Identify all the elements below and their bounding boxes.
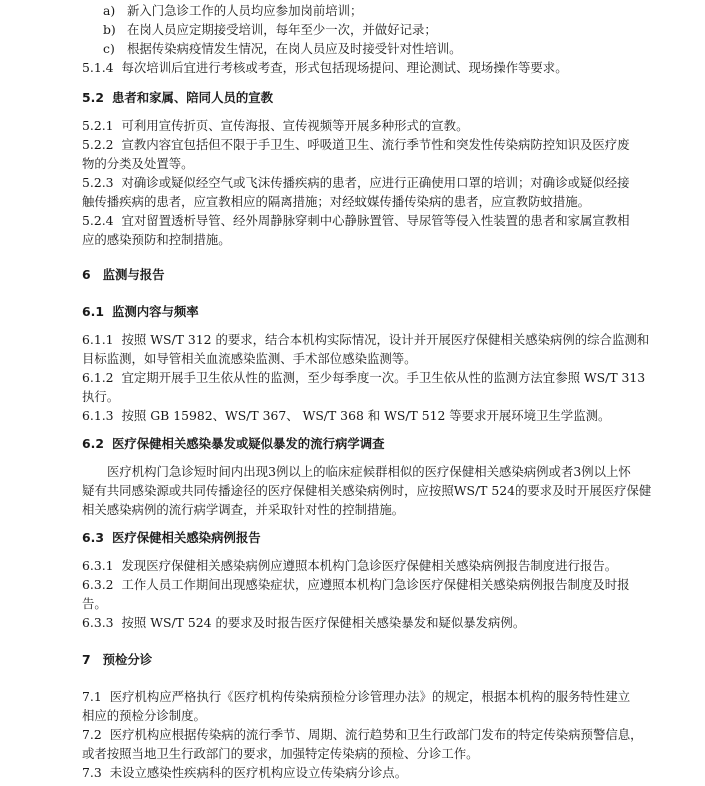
clause-number: 5.1.4 [82,60,114,75]
section-number: 5.2 [82,90,104,105]
clause-number: 6.1.2 [82,370,114,385]
section-heading-5-2 [82,89,665,107]
clause-5-2-1 [82,117,665,135]
list-item-c [103,40,665,58]
section-heading-6-1 [82,303,665,321]
clause-text: 发现医疗保健相关感染病例应遵照本机构门急诊医疗保健相关感染病例报告制度进行报告。 [121,558,618,573]
section-title: 医疗保健相关感染病例报告 [111,530,261,545]
clause-6-1-1-cont: 目标监测，如导管相关血流感染监测、手术部位感染监测等。 [82,351,417,366]
clause-7-1-cont: 相应的预检分诊制度。 [82,708,206,723]
section-heading-6 [82,266,665,284]
section-number: 6.1 [82,304,104,319]
clause-6-3-3 [82,614,665,632]
clause-text: 对确诊或疑似经空气或飞沫传播疾病的患者，应进行正确使用口罩的培训；对确诊或疑似经接 [121,175,630,190]
section-title: 医疗保健相关感染暴发或疑似暴发的流行病学调查 [111,436,385,451]
list-item-a [103,2,665,20]
clause-6-1-3 [82,407,665,425]
clause-5-2-2 [82,136,665,154]
clause-5-2-4-cont: 应的感染预防和控制措施。 [82,232,231,247]
clause-5-2-3 [82,174,665,192]
clause-7-2-cont: 或者按照当地卫生行政部门的要求，加强特定传染病的预检、分诊工作。 [82,746,479,761]
clause-text: 每次培训后宜进行考核或考查，形式包括现场提问、理论测试、现场操作等要求。 [121,60,568,75]
clause-text: 工作人员工作期间出现感染症状，应遵照本机构门急诊医疗保健相关感染病例报告制度及时报 [121,577,630,592]
clause-number: 6.3.3 [82,615,114,630]
clause-number: 6.3.2 [82,577,114,592]
clause-text: 宜对留置透析导管、经外周静脉穿刺中心静脉置管、导尿管等侵入性装置的患者和家属宣教相 [121,213,630,228]
clause-text: 医疗机构应严格执行《医疗机构传染病预检分诊管理办法》的规定，根据本机构的服务特性建立 [109,689,631,704]
clause-text: 按照 WS/T 524 的要求及时报告医疗保健相关感染暴发和疑似暴发病例。 [121,615,526,630]
clause-7-3 [82,764,665,782]
list-text: 在岗人员应定期接受培训，每年至少一次，并做好记录； [127,22,437,37]
section-number: 6.3 [82,530,104,545]
section-heading-6-2 [82,435,665,453]
list-label: a) [103,3,116,18]
clause-7-1 [82,688,665,706]
section-title: 监测内容与频率 [111,304,199,319]
clause-6-1-1 [82,331,665,349]
clause-6-1-2 [82,369,665,387]
list-text: 新入门急诊工作的人员均应参加岗前培训； [127,3,363,18]
list-text: 根据传染病疫情发生情况，在岗人员应及时接受针对性培训。 [127,41,462,56]
list-item-b [103,21,665,39]
clause-5-2-2-cont: 物的分类及处置等。 [82,156,194,171]
clause-text: 可利用宣传折页、宣传海报、宣传视频等开展多种形式的宣教。 [121,118,469,133]
section-number: 6.2 [82,436,104,451]
clause-number: 7.2 [82,727,102,742]
section-number: 6 [82,267,91,282]
clause-5-2-3-cont: 触传播疾病的患者，应宣教相应的隔离措施；对经蚊媒传播传染病的患者，应宣教防蚊措施。 [82,194,591,209]
clause-6-3-2-cont: 告。 [82,596,107,611]
clause-5-1-4 [82,59,665,77]
clause-6-1-2-cont: 执行。 [82,389,120,404]
clause-text: 医疗机构应根据传染病的流行季节、周期、流行趋势和卫生行政部门发布的特定传染病预警信息， [109,727,643,742]
clause-text: 宜定期开展手卫生依从性的监测，至少每季度一次。手卫生依从性的监测方法宜参照 WS/T 313 [121,370,646,385]
clause-number: 6.1.3 [82,408,114,423]
clause-text: 按照 GB 15982、WS/T 367、 WS/T 368 和 WS/T 512 等要求开展环境卫生学监测。 [121,408,611,423]
clause-number: 7.3 [82,765,102,780]
clause-number: 5.2.1 [82,118,114,133]
list-label: c) [103,41,115,56]
clause-number: 6.1.1 [82,332,114,347]
clause-7-2 [82,726,665,744]
paragraph-6-2-line1: 医疗机构门急诊短时间内出现3例以上的临床症候群相似的医疗保健相关感染病例或者3例以上怀 [107,464,631,479]
section-title: 患者和家属、陪同人员的宣教 [111,90,274,105]
clause-number: 5.2.3 [82,175,114,190]
clause-6-3-1 [82,557,665,575]
clause-5-2-4 [82,212,665,230]
clause-text: 按照 WS/T 312 的要求，结合本机构实际情况，设计并开展医疗保健相关感染病例的综合监测和 [121,332,650,347]
section-title: 监测与报告 [102,267,165,282]
section-title: 预检分诊 [102,652,153,667]
list-label: b) [103,22,116,37]
clause-text: 宣教内容宜包括但不限于手卫生、呼吸道卫生、流行季节性和突发性传染病防控知识及医疗废 [121,137,630,152]
section-heading-7 [82,651,665,669]
section-number: 7 [82,652,91,667]
paragraph-6-2-line3: 相关感染病例的流行病学调查，并采取针对性的控制措施。 [82,502,405,517]
clause-number: 6.3.1 [82,558,114,573]
clause-number: 5.2.4 [82,213,114,228]
clause-6-3-2 [82,576,665,594]
clause-number: 7.1 [82,689,102,704]
clause-text: 未设立感染性疾病科的医疗机构应设立传染病分诊点。 [109,765,408,780]
section-heading-6-3 [82,529,665,547]
clause-number: 5.2.2 [82,137,114,152]
paragraph-6-2-line2: 疑有共同感染源或共同传播途径的医疗保健相关感染病例时，应按照WS/T 524的要求及时开展医疗保健 [82,483,652,498]
